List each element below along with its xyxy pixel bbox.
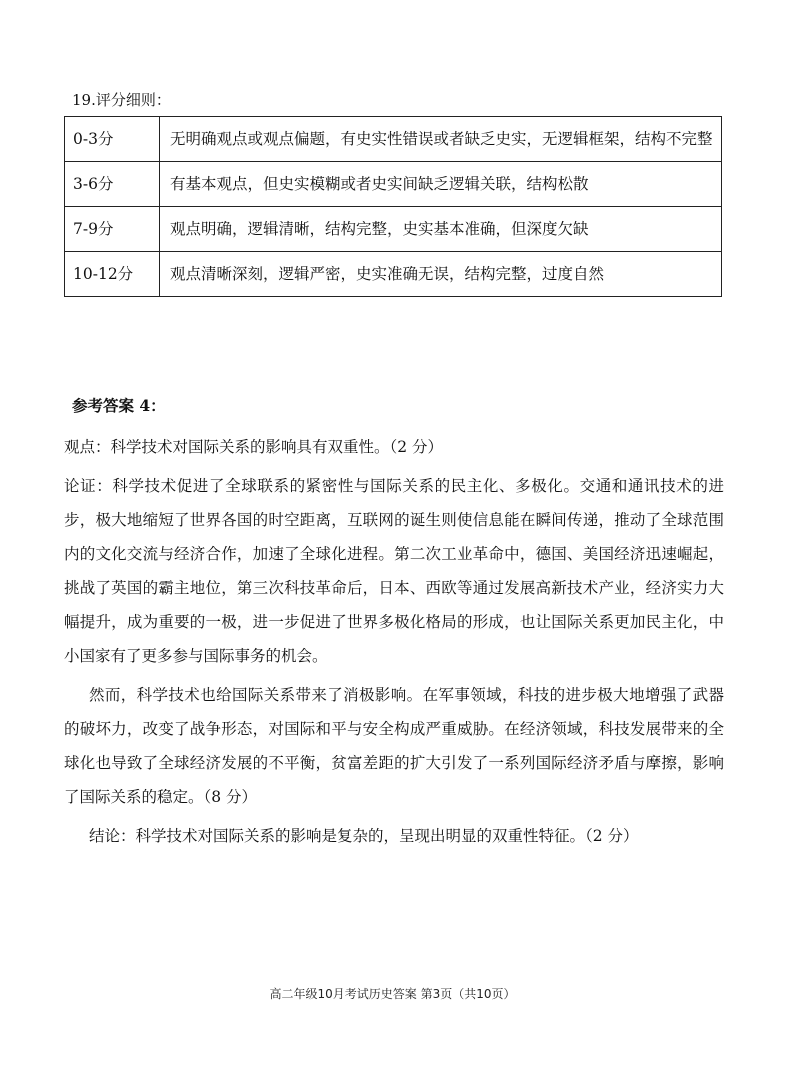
- criteria-cell: 观点清晰深刻，逻辑严密，史实准确无误，结构完整，过度自然: [160, 252, 722, 297]
- criteria-cell: 无明确观点或观点偏题，有史实性错误或者缺乏史实，无逻辑框架，结构不完整: [160, 117, 722, 162]
- table-row: [65, 117, 722, 162]
- page-footer: 高二年级10月考试历史答案 第3页（共10页）: [269, 987, 516, 1001]
- criteria-cell: 观点明确，逻辑清晰，结构完整，史实基本准确，但深度欠缺: [160, 207, 722, 252]
- score-range-cell: 0-3分: [65, 117, 160, 162]
- table-row: [65, 207, 722, 252]
- viewpoint-paragraph: 观点：科学技术对国际关系的影响具有双重性。（2 分）: [64, 438, 444, 456]
- table-row: [65, 252, 722, 297]
- score-range-cell: 7-9分: [65, 207, 160, 252]
- conclusion-paragraph: 结论：科学技术对国际关系的影响是复杂的，呈现出明显的双重性特征。（2 分）: [89, 827, 639, 845]
- criteria-cell: 有基本观点，但史实模糊或者史实间缺乏逻辑关联，结构松散: [160, 162, 722, 207]
- score-range-cell: 3-6分: [65, 162, 160, 207]
- section-title: 19.评分细则：: [72, 91, 171, 109]
- scoring-rubric-table: [64, 116, 722, 297]
- answer-title: 参考答案 4：: [72, 396, 166, 415]
- answer-body: [64, 430, 724, 858]
- argument-paragraph: 然而，科学技术也给国际关系带来了消极影响。在军事领域，科技的进步极大地增强了武器的破坏力，改变了战争形态，对国际和平与安全构成严重威胁。在经济领域，科技发展带来的全球化也导致了全球经济发展的不平衡，贫富差距的扩大引发了一系列国际经济矛盾与摩擦，影响了国际关系的稳定。（8 分）: [64, 686, 724, 806]
- table-row: [65, 162, 722, 207]
- argument-paragraph: 论证：科学技术促进了全球联系的紧密性与国际关系的民主化、多极化。交通和通讯技术的进步，极大地缩短了世界各国的时空距离，互联网的诞生则使信息能在瞬间传递，推动了全球范围内的文化交流与经济合作，加速了全球化进程。第二次工业革命中，德国、美国经济迅速崛起，挑战了英国的霸主地位，第三次科技革命后，日本、西欧等通过发展高新技术产业，经济实力大幅提升，成为重要的一极，进一步促进了世界多极化格局的形成，也让国际关系更加民主化，中小国家有了更多参与国际事务的机会。: [64, 477, 724, 665]
- score-range-cell: 10-12分: [65, 252, 160, 297]
